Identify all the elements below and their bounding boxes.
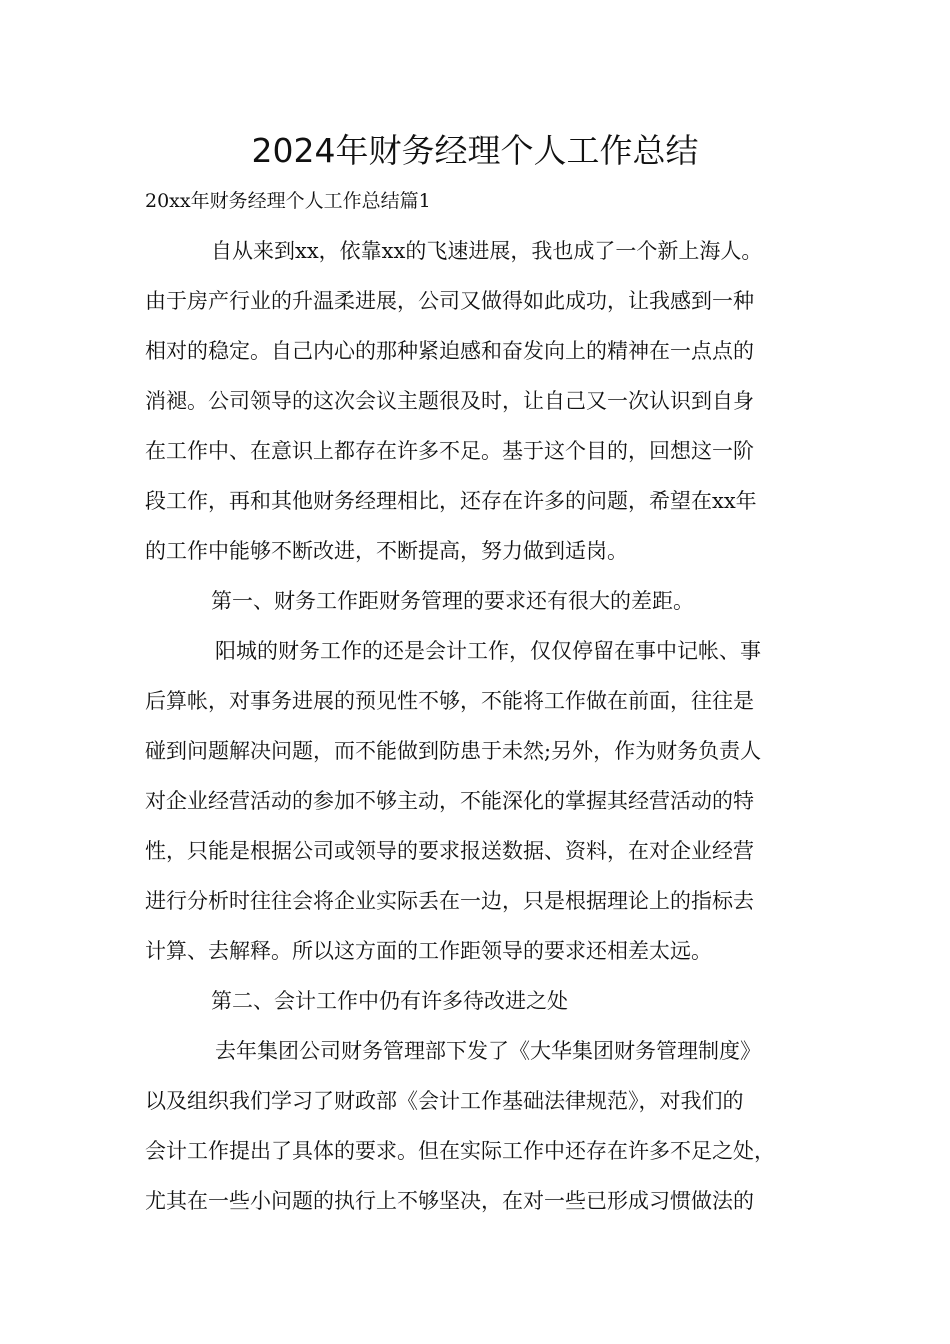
paragraph-line: 段工作，再和其他财务经理相比，还存在许多的问题，希望在xx年 xyxy=(145,489,757,513)
paragraph-line: 由于房产行业的升温柔进展，公司又做得如此成功，让我感到一种 xyxy=(145,289,754,313)
section-heading: 20xx年财务经理个人工作总结篇1 xyxy=(145,190,431,212)
paragraph-line: 性，只能是根据公司或领导的要求报送数据、资料，在对企业经营 xyxy=(145,839,754,863)
section-point-heading: 第一、财务工作距财务管理的要求还有很大的差距。 xyxy=(211,589,694,613)
paragraph-line: 阳城的财务工作的还是会计工作，仅仅停留在事中记帐、事 xyxy=(215,639,761,663)
paragraph-line: 进行分析时往往会将企业实际丢在一边，只是根据理论上的指标去 xyxy=(145,889,754,913)
paragraph-line: 碰到问题解决问题，而不能做到防患于未然;另外，作为财务负责人 xyxy=(145,739,762,763)
document-title: 2024年财务经理个人工作总结 xyxy=(251,131,699,170)
paragraph-line: 后算帐，对事务进展的预见性不够，不能将工作做在前面，往往是 xyxy=(145,689,754,713)
paragraph-line: 尤其在一些小问题的执行上不够坚决，在对一些已形成习惯做法的 xyxy=(145,1189,754,1213)
paragraph-line: 相对的稳定。自己内心的那种紧迫感和奋发向上的精神在一点点的 xyxy=(145,339,754,363)
paragraph-line: 去年集团公司财务管理部下发了《大华集团财务管理制度》 xyxy=(215,1039,761,1063)
paragraph-line: 自从来到xx，依靠xx的飞速进展，我也成了一个新上海人。 xyxy=(211,239,763,263)
section-point-heading: 第二、会计工作中仍有许多待改进之处 xyxy=(211,989,568,1013)
paragraph-line: 会计工作提出了具体的要求。但在实际工作中还存在许多不足之处， xyxy=(145,1139,775,1163)
paragraph-line: 消褪。公司领导的这次会议主题很及时，让自己又一次认识到自身 xyxy=(145,389,754,413)
paragraph-line: 在工作中、在意识上都存在许多不足。基于这个目的，回想这一阶 xyxy=(145,439,754,463)
paragraph-line: 计算、去解释。所以这方面的工作距领导的要求还相差太远。 xyxy=(145,939,712,963)
paragraph-line: 对企业经营活动的参加不够主动，不能深化的掌握其经营活动的特 xyxy=(145,789,754,813)
paragraph-line: 的工作中能够不断改进，不断提高，努力做到适岗。 xyxy=(145,539,628,563)
paragraph-line: 以及组织我们学习了财政部《会计工作基础法律规范》，对我们的 xyxy=(145,1089,744,1113)
